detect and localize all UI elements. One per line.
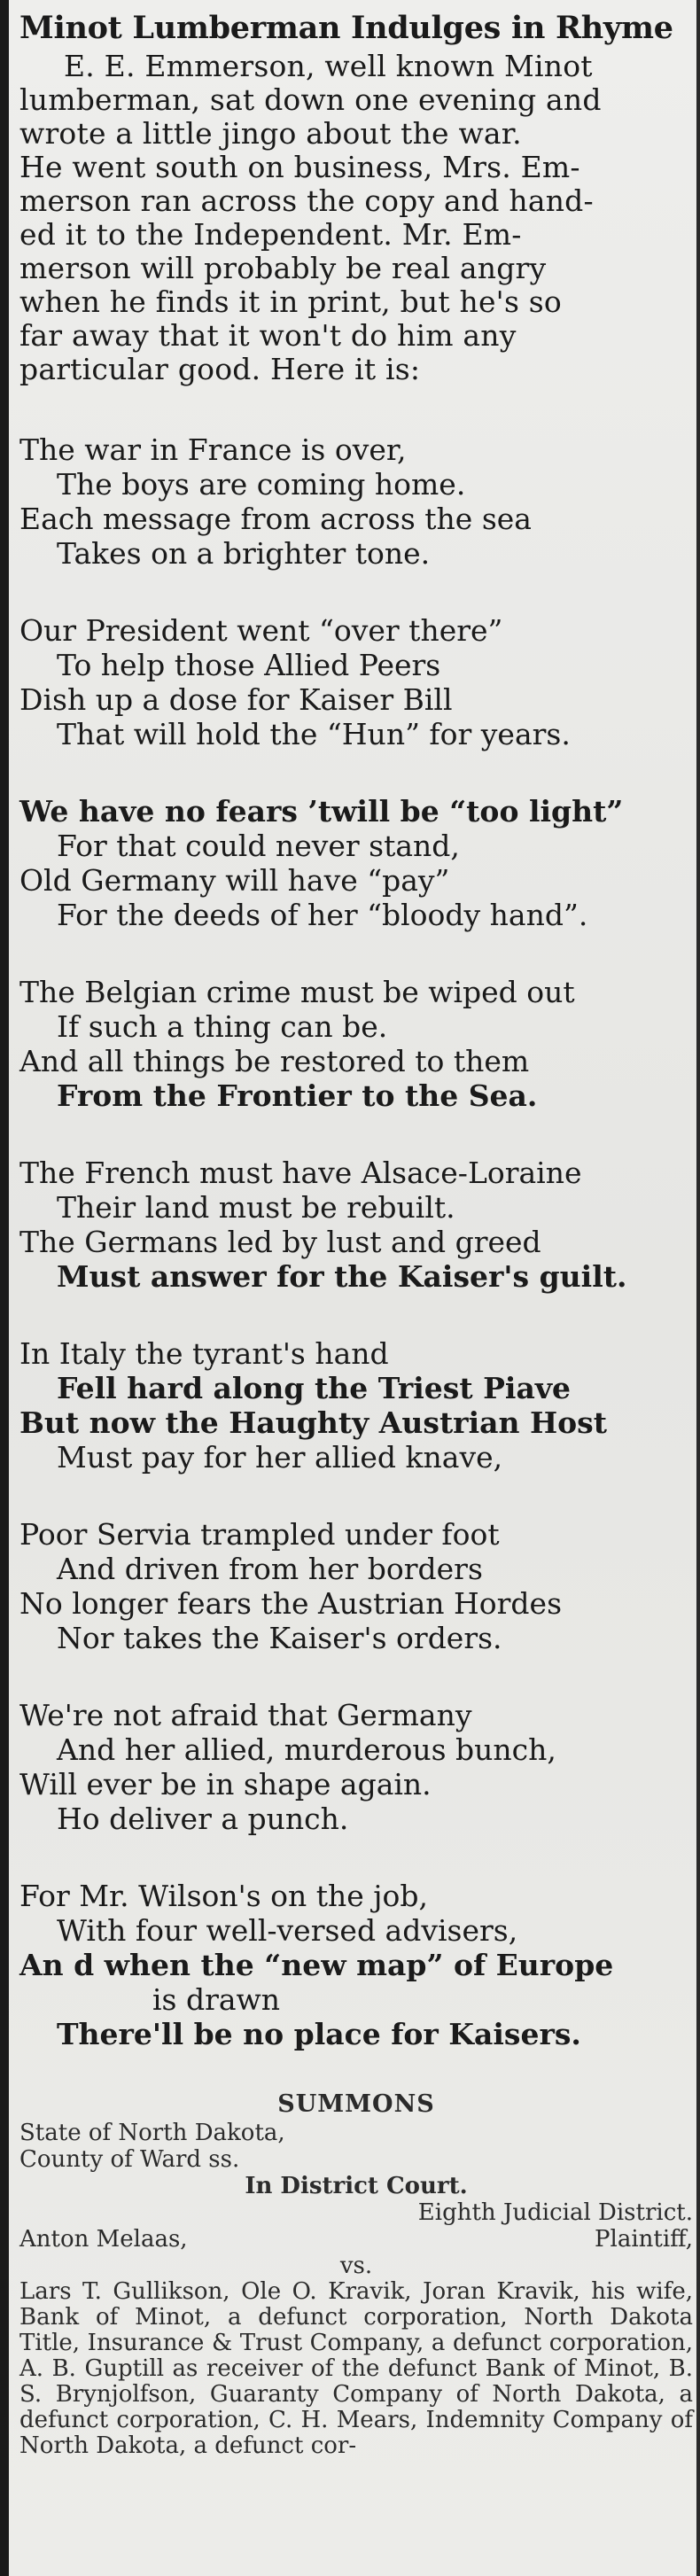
summons-title: SUMMONS (277, 2090, 435, 2118)
poem-stanza (19, 1698, 693, 1836)
poem-line: Must pay for her allied knave, (57, 1440, 503, 1475)
poem-line: Our President went “over there” (19, 613, 503, 648)
poem-line: With four well-versed advisers, (57, 1913, 518, 1948)
poem-line: Will ever be in shape again. (19, 1767, 432, 1802)
intro-line: wrote a little jingo about the war. (19, 116, 522, 151)
poem-line: And driven from her borders (57, 1552, 483, 1586)
poem-line: Nor takes the Kaiser's orders. (57, 1621, 502, 1655)
article-intro (19, 50, 693, 386)
poem-line: But now the Haughty Austrian Host (19, 1405, 607, 1440)
column-rule-left (0, 0, 9, 2576)
poem-line: In Italy the tyrant's hand (19, 1336, 389, 1371)
summons-state: State of North Dakota, (19, 2120, 285, 2146)
poem-line: Each message from across the sea (19, 502, 532, 536)
poem-stanza (19, 1336, 693, 1475)
poem-line: For the deeds of her “bloody hand”. (57, 898, 588, 932)
poem-stanza (19, 1879, 693, 2051)
poem-line: We're not afraid that Germany (19, 1698, 472, 1732)
poem-line: If such a thing can be. (57, 1009, 388, 1044)
poem-line: Takes on a brighter tone. (57, 536, 431, 571)
poem (19, 432, 693, 2051)
poem-line: Ho deliver a punch. (57, 1802, 349, 1836)
poem-line: Old Germany will have “pay” (19, 863, 450, 898)
poem-line: And all things be restored to them (19, 1044, 530, 1078)
summons-plaintiff-name: Anton Melaas, (19, 2226, 188, 2253)
poem-line: We have no fears ’twill be “too light” (19, 794, 624, 829)
poem-line: No longer fears the Austrian Hordes (19, 1586, 563, 1621)
poem-line: The French must have Alsace-Loraine (19, 1156, 582, 1190)
poem-line: To help those Allied Peers (57, 648, 441, 682)
poem-line: There'll be no place for Kaisers. (57, 2017, 581, 2051)
poem-line: An d when the “new map” of Europe (19, 1948, 614, 1982)
poem-line: Dish up a dose for Kaiser Bill (19, 682, 453, 717)
summons-plaintiff-label: Plaintiff, (595, 2226, 693, 2253)
poem-line: The war in France is over, (19, 432, 407, 467)
intro-line: merson ran across the copy and hand- (19, 183, 594, 218)
summons-vs: vs. (339, 2253, 373, 2279)
intro-line: merson will probably be real angry (19, 251, 547, 285)
article-headline: Minot Lumberman Indulges in Rhyme (19, 10, 673, 46)
poem-line: And her allied, murderous bunch, (57, 1732, 556, 1767)
poem-stanza (19, 1156, 693, 1294)
summons-county: County of Ward ss. (19, 2146, 240, 2173)
column-rule-right (696, 0, 700, 2576)
intro-line: E. E. Emmerson, well known Minot (64, 49, 593, 83)
poem-stanza (19, 794, 693, 932)
intro-line: lumberman, sat down one evening and (19, 82, 602, 117)
intro-line: He went south on business, Mrs. Em- (19, 150, 580, 184)
poem-line: For Mr. Wilson's on the job, (19, 1879, 429, 1913)
poem-line: Must answer for the Kaiser's guilt. (57, 1259, 627, 1294)
poem-line: The Germans led by lust and greed (19, 1225, 541, 1259)
poem-line: The boys are coming home. (57, 467, 466, 502)
intro-line: ed it to the Independent. Mr. Em- (19, 217, 522, 252)
poem-line: Poor Servia trampled under foot (19, 1517, 500, 1552)
poem-line: Fell hard along the Triest Piave (57, 1371, 571, 1405)
poem-stanza (19, 1517, 693, 1655)
summons-court: In District Court. (245, 2173, 468, 2199)
article (19, 0, 693, 2094)
intro-line: far away that it won't do him any (19, 318, 517, 353)
poem-line: That will hold the “Hun” for years. (57, 717, 571, 751)
poem-line: is drawn (152, 1982, 281, 2017)
summons-plaintiff-row (19, 2226, 693, 2253)
summons-district: Eighth Judicial District. (417, 2199, 693, 2226)
poem-line: The Belgian crime must be wiped out (19, 975, 575, 1009)
summons-notice (19, 2090, 693, 2459)
poem-line: From the Frontier to the Sea. (57, 1078, 538, 1113)
poem-line: Their land must be rebuilt. (57, 1190, 455, 1225)
summons-defendants: Lars T. Gullikson, Ole O. Kravik, Joran Kravik, his wife, Bank of Minot, a defunct corporation, North Dakota Title, Insurance & Trust Company, a defunct corporation, A. B. Guptill as receiver of the defunct Bank of Minot, B. S. Brynjolfson, Guaranty Company of North Dakota, a defunct corporation, C. H. Mears, Indemnity Company of North Dakota, a defunct cor- (19, 2278, 693, 2459)
poem-stanza (19, 975, 693, 1113)
poem-stanza (19, 613, 693, 751)
poem-stanza (19, 432, 693, 571)
intro-line: particular good. Here it is: (19, 352, 421, 386)
poem-line: For that could never stand, (57, 829, 460, 863)
intro-line: when he finds it in print, but he's so (19, 284, 562, 319)
